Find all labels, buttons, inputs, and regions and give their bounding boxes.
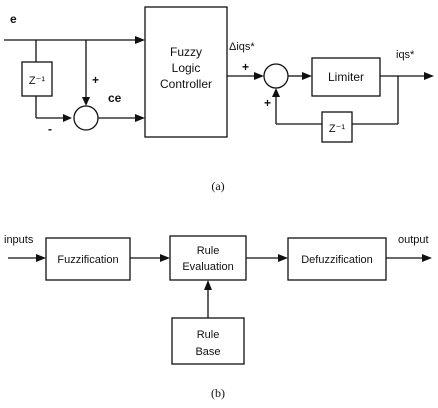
rule-evaluation-line1: Rule (196, 245, 220, 257)
limiter-label: Limiter (327, 70, 365, 84)
diagram-a (4, 7, 434, 193)
summing-junction-2 (264, 64, 288, 88)
output-iqs-label: iqs* (396, 49, 415, 61)
caption-a: (a) (211, 179, 225, 193)
defuzzification-label: Defuzzification (301, 254, 373, 266)
rule-base-line2: Base (195, 346, 221, 358)
rule-base-line1: Rule (196, 329, 220, 341)
delay-to-sum-arrowhead (63, 114, 72, 122)
sum-minus-sign: - (48, 122, 52, 136)
inputs-arrowhead (36, 254, 46, 262)
base-to-eval-arrowhead (204, 280, 212, 290)
fuzzification-label: Fuzzification (57, 254, 119, 266)
delay-left-label: Z⁻¹ (28, 75, 46, 87)
flc-label-line2: Logic (171, 61, 201, 75)
summing-junction-1 (74, 106, 98, 130)
flc-label-line3: Controller (159, 77, 213, 91)
input-e-label: e (10, 12, 17, 26)
flc-output-label: Δiqs* (229, 41, 255, 53)
eval-to-defuzz-arrowhead (278, 254, 288, 262)
sum-plus-sign: + (92, 73, 100, 87)
fuzz-to-eval-arrowhead (160, 254, 170, 262)
rule-evaluation-line2: Evaluation (182, 261, 234, 273)
output-b-label: output (398, 234, 429, 246)
inputs-label: inputs (4, 234, 34, 246)
diagram-b (4, 234, 432, 400)
output-b-arrowhead (422, 254, 432, 262)
feedback-arrowhead (272, 88, 280, 97)
ce-arrowhead (135, 114, 145, 122)
flc-output-arrowhead (254, 72, 264, 80)
sum2-plus-bottom: + (264, 96, 272, 110)
e-arrowhead (135, 36, 145, 44)
sum2-to-limiter-arrowhead (302, 72, 312, 80)
caption-b: (b) (211, 386, 225, 400)
e-to-sum-arrowhead (82, 97, 90, 106)
delay-feedback-label: Z⁻¹ (328, 123, 346, 135)
output-arrowhead (424, 72, 434, 80)
ce-label: ce (108, 91, 122, 105)
sum2-plus-left: + (242, 60, 250, 74)
rule-evaluation-block (170, 236, 246, 280)
flc-label-line1: Fuzzy (169, 45, 203, 59)
